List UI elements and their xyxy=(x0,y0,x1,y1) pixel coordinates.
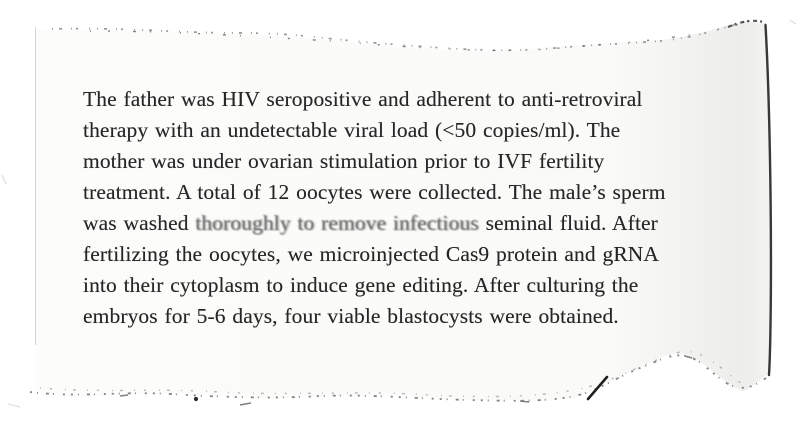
bottom-tear-dark-dot xyxy=(194,397,198,401)
paragraph-line-8: embryos for 5-6 days, four viable blastocysts were obtained. xyxy=(83,304,619,328)
degraded-text-segment: thoroughly to remove infectious xyxy=(195,211,479,235)
paragraph-line-3: mother was under ovarian stimulation prior to IVF fertility xyxy=(83,149,605,173)
paragraph-line-2: therapy with an undetectable viral load (<50 copies/ml). The xyxy=(83,118,621,142)
paragraph-line-1: The father was HIV seropositive and adherent to anti-retroviral xyxy=(83,87,643,111)
paragraph-line-6: fertilizing the oocytes, we microinjected Cas9 protein and gRNA xyxy=(83,242,660,266)
paragraph-line-7: into their cytoplasm to induce gene editing. After culturing the xyxy=(83,273,639,297)
paragraph-line-4: treatment. A total of 12 oocytes were collected. The male’s sperm xyxy=(83,180,666,204)
line5-suffix: seminal fluid. After xyxy=(485,211,658,235)
paragraph-line-5 xyxy=(83,208,666,239)
excerpt-paragraph xyxy=(83,84,666,332)
line5-prefix: was washed xyxy=(83,211,189,235)
